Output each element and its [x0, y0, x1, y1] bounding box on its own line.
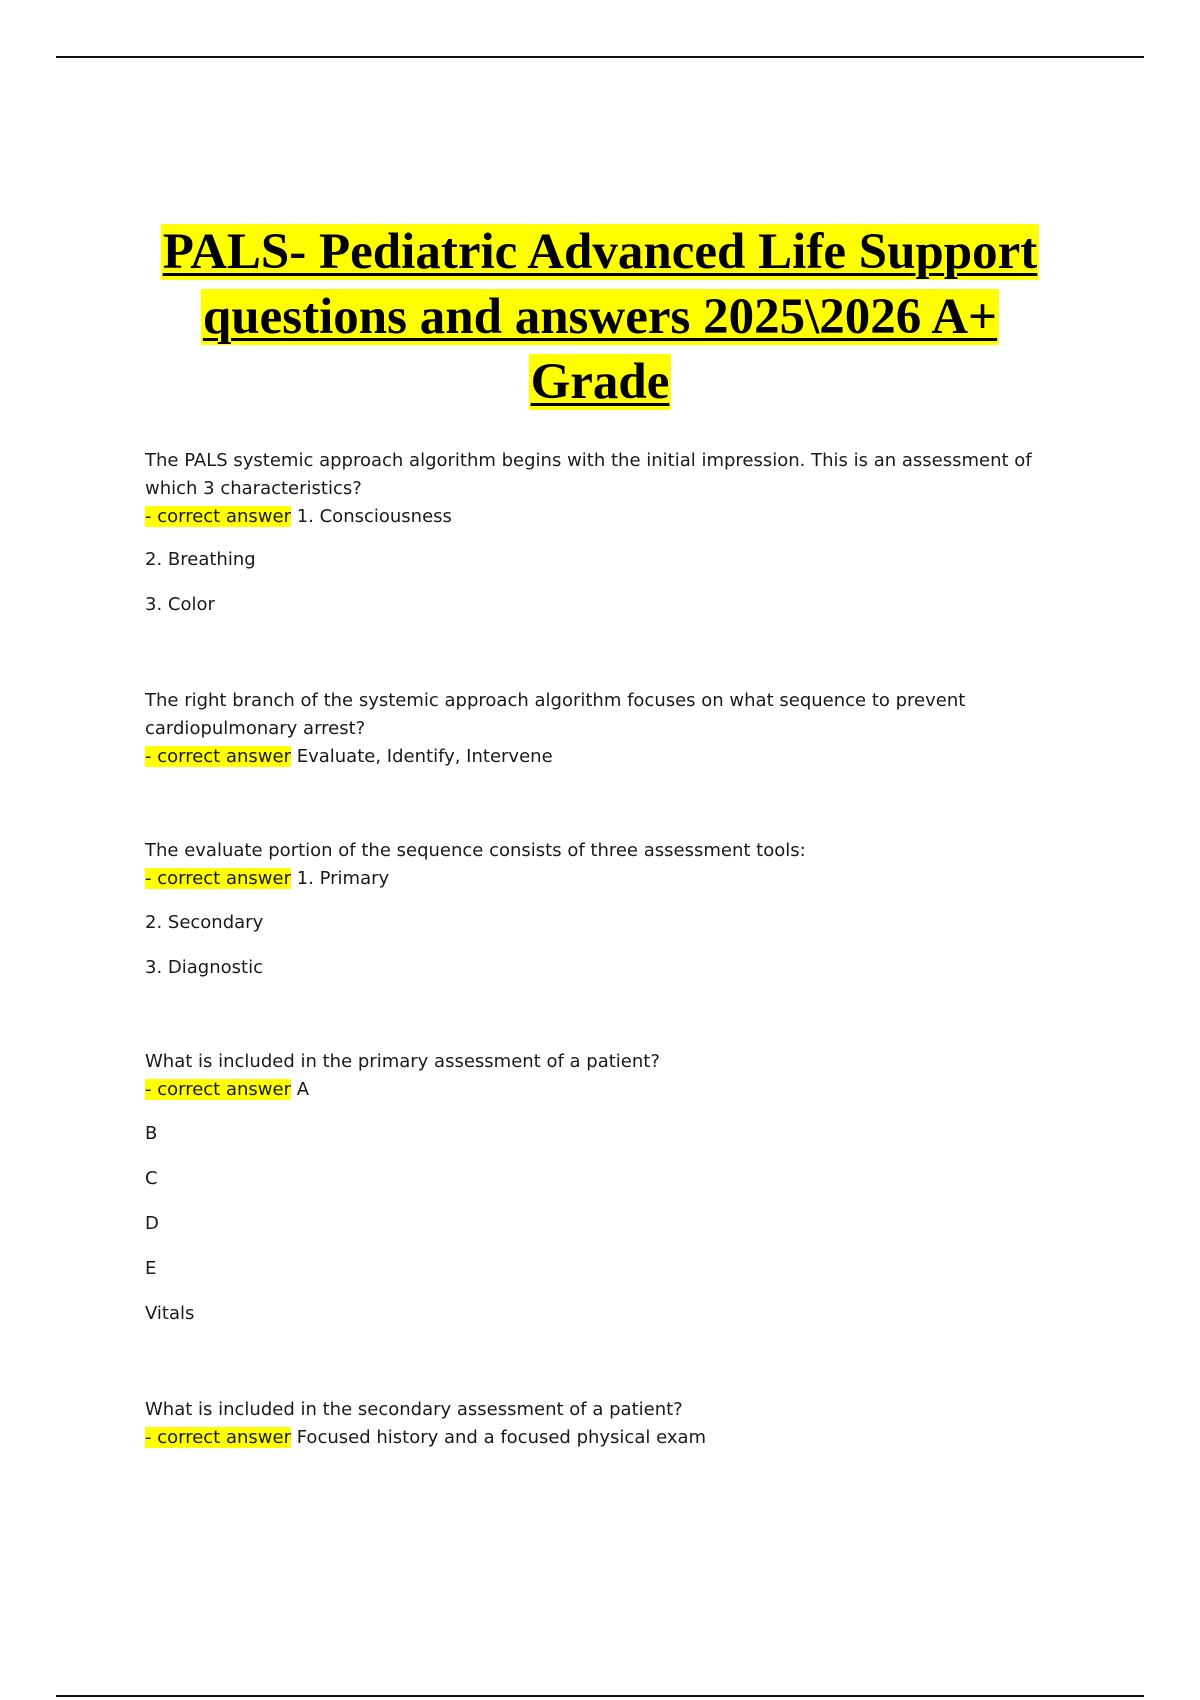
answer-text: Evaluate, Identify, Intervene — [296, 746, 553, 767]
answer-item: E — [145, 1258, 157, 1279]
title-line: Grade — [530, 354, 670, 411]
answer-line — [145, 743, 1085, 771]
qa-block-1 — [145, 447, 1085, 615]
answer-line — [145, 503, 1085, 531]
header-rule — [56, 56, 1144, 58]
answer-text: A — [296, 1079, 310, 1100]
title-line: PALS- Pediatric Advanced Life Support — [162, 224, 1038, 281]
qa-block-3 — [145, 837, 1085, 978]
answer-line — [145, 1424, 1085, 1452]
question-text: The PALS systemic approach algorithm begins with the initial impression. This is an assessment of which 3 characteristics? — [145, 450, 1032, 499]
correct-answer-label: - correct answer — [145, 746, 291, 767]
answer-line — [145, 865, 1085, 893]
correct-answer-label: - correct answer — [145, 1079, 291, 1100]
question-text: The right branch of the systemic approach algorithm focuses on what sequence to prevent cardiopulmonary arrest? — [145, 690, 966, 739]
question-text: What is included in the secondary assessment of a patient? — [145, 1399, 683, 1420]
document-title — [0, 220, 1200, 415]
answer-item: 2. Breathing — [145, 549, 256, 570]
answer-text: Focused history and a focused physical exam — [296, 1427, 707, 1448]
answer-item: Vitals — [145, 1303, 195, 1324]
title-line: questions and answers 2025\2026 A+ — [202, 289, 998, 346]
answer-text: 1. Consciousness — [296, 506, 452, 527]
answer-item: 2. Secondary — [145, 912, 264, 933]
qa-block-5 — [145, 1396, 1085, 1452]
answer-item: 3. Diagnostic — [145, 957, 263, 978]
answer-line — [145, 1076, 1085, 1104]
question-text: The evaluate portion of the sequence consists of three assessment tools: — [145, 840, 806, 861]
answer-text: 1. Primary — [296, 868, 390, 889]
answer-item: B — [145, 1123, 158, 1144]
answer-item: D — [145, 1213, 159, 1234]
correct-answer-label: - correct answer — [145, 868, 291, 889]
answer-item: C — [145, 1168, 158, 1189]
footer-rule — [56, 1695, 1144, 1697]
correct-answer-label: - correct answer — [145, 1427, 291, 1448]
qa-block-4 — [145, 1048, 1085, 1324]
answer-item: 3. Color — [145, 594, 215, 615]
question-text: What is included in the primary assessment of a patient? — [145, 1051, 660, 1072]
qa-block-2 — [145, 687, 1085, 771]
correct-answer-label: - correct answer — [145, 506, 291, 527]
